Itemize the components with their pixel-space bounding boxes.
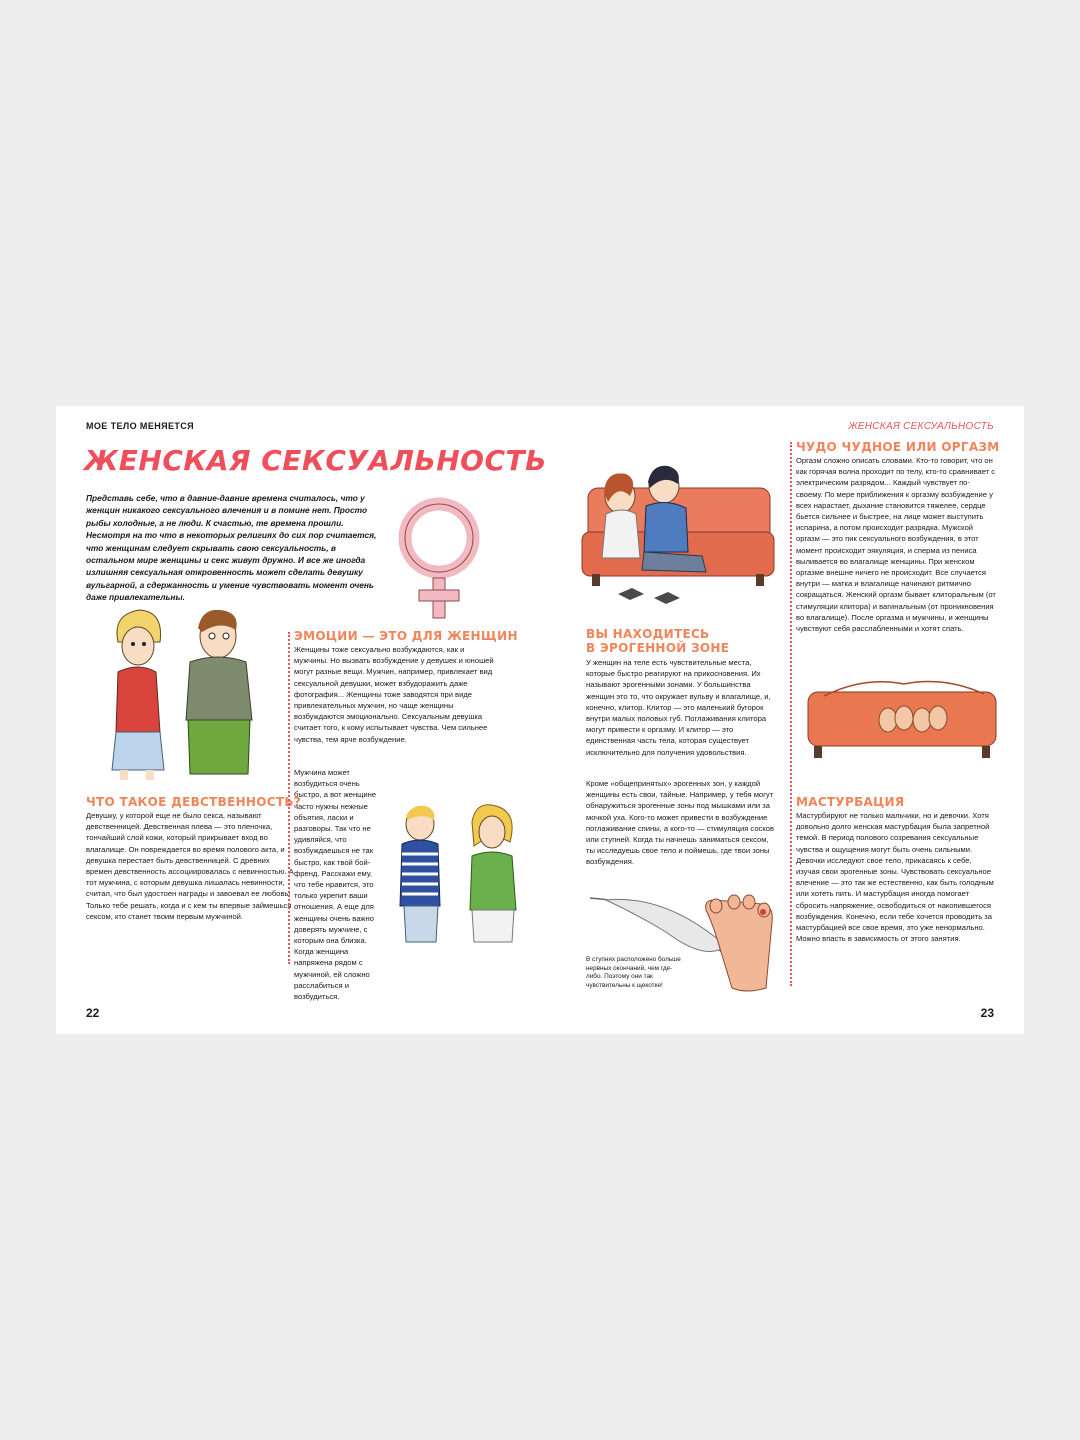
heading-erogenous-2: В ЭРОГЕННОЙ ЗОНЕ [586,641,730,655]
running-header-right: ЖЕНСКАЯ СЕКСУАЛЬНОСТЬ [848,421,994,432]
virginity-text: Девушку, у которой еще не было секса, называют девственницей. Девственная плева — это пленочка, тончайший слой кожи, который прикрывает вход во влагалище. Он повреждается во время полового акта, и девушка перестает быть девственницей. С древних времен девственность ассоциировалась с невинностью. А тот мужчина, с которым девушка лишалась невинности, считал, что был удостоен награды и завоевал ее любовь! Только тебе решать, когда и с кем ты впервые займешься сексом, кто станет твоим первым мужчиной. [86,811,294,921]
dotted-divider [288,632,290,964]
masturbation-text: Мастурбируют не только мальчики, но и девочки. Хотя довольно долго женская мастурбация была запретной темой. В период полового созревания сексуальные чувства и ощущения могут быть очень сильными. Девочки исследуют свое тело, прикасаясь к себе, изучая свои эрогенные зоны. Чувствовать сексуальное влечение — это так же естественно, как быть голодным или хотеть пить. И мастурбация иногда помогает сбросить напряжение, освободиться от накопившегося возбуждения. Конечно, если тебе хочется проводить за мастурбацией все свое время, это уже ненормально. Можно впасть в зависимость от этого занятия. [796,811,994,944]
foot-caption: В ступнях расположено больше нервных окончаний, чем где-либо. Поэтому они так чувствительны к щекотке! [586,956,681,989]
heading-virginity: ЧТО ТАКОЕ ДЕВСТВЕННОСТЬ? [86,795,302,809]
orgasm-text: Оргазм сложно описать словами. Кто-то говорит, что он как горячая волна проходит по телу, кто-то сравнивает с электрическим разрядом... Каждый чувствует по-своему. По мере приближения к оргазму возбуждение у всех нарастает, дыхание становится тяжелее, сердце бьется сильнее и быстрее, на лице может выступить испарина, а потом происходит разрядка. Мужской оргазм — это пик сексуального возбуждения, в этот момент происходит эякуляция, и сперма из пениса выливается во влагалище женщины. При женском оргазме внешне ничего не происходит. Все случается внутри — матка и влагалище начинают ритмично сокращаться. Женский оргазм бывает клиторальным (от стимуляции клитора) и вагинальным (от проникновения во влагалище). После оргазма и мужчины, и женщины чувствуют себя расслабленными и хотят спать. [796,456,996,634]
intro-paragraph: Представь себе, что в давние-давние времена считалось, что у женщин никакого сексуального влечения и в помине нет. Просто рыбы холодные, а не люди. К счастью, те времена прошли. Несмотря на то что в некоторых религиях до сих пор считается, что женщинам следует скрывать свою сексуальность, в остальном мире женщины и секс живут дружно. И все же иногда излишняя сексуальная откровенность может сделать девушку вульгарной, а сдержанность и умение чувствовать момент очень даже привлекательны. [86,493,377,603]
heading-emotions: ЭМОЦИИ — ЭТО ДЛЯ ЖЕНЩИН [294,629,518,643]
illustration-girl-and-boy [90,602,280,782]
page-number-right: 23 [980,1006,994,1020]
erogenous-text-2: Кроме «общепринятых» эрогенных зон, у каждой женщины есть свои, тайные. Например, у тебя могут обнаружиться эрогенные зоны под мышками или за мочкой уха. Кого-то может привести в возбуждение поглаживание спины, а кого-то — стимуляция сосков или ступней. Когда ты начнешь заниматься сексом, ты исследуешь свое тело и поймешь, где твои зоны возбуждения. [586,779,775,867]
female-symbol-icon [391,494,487,620]
dotted-divider-right [790,442,792,986]
page-title: ЖЕНСКАЯ СЕКСУАЛЬНОСТЬ [84,444,547,477]
emotions-text-1: Женщины тоже сексуально возбуждаются, как и мужчины. Но вызвать возбуждение у девушек и юношей могут разные вещи. Мужчин, например, привлекает вид сексуальной девушки, может взбудоражить даже фотография... Женщины тоже заводятся при виде привлекательных мужчин, но чаще женщины возбуждаются эмоционально. Сексуальным девушка считает того, к кому испытывает чувства. Чем сильнее чувства, тем ярче возбуждение. [294,645,494,744]
running-header-left: МОЕ ТЕЛО МЕНЯЕТСЯ [86,421,195,431]
heading-erogenous-1: ВЫ НАХОДИТЕСЬ [586,627,710,641]
illustration-teen-couple [392,802,532,952]
illustration-couple-on-sofa [578,462,778,612]
heading-orgasm: ЧУДО ЧУДНОЕ ИЛИ ОРГАЗМ [796,440,1000,454]
book-spread [56,406,1024,1034]
illustration-couple-in-bed [804,672,1000,762]
page-number-left: 22 [86,1006,100,1020]
erogenous-text-1: У женщин на теле есть чувствительные места, которые быстро реагируют на прикосновения. Их называют эрогенными зонами. У большинства женщин это то, что окружает вульву и влагалище, и, конечно, клитор. Клитор — это маленький бугорок внутри малых половых губ. Поглаживания клитора могут привести к оргазму. И клитор — это единственная часть тела, которая существует исключительно для получения удовольствия. [586,658,771,757]
emotions-text-2: Мужчина может возбудиться очень быстро, а вот женщине часто нужны нежные объятия, ласки и разговоры. Так что не удивляйся, что возбуждаешься не так быстро, как твой бой-френд. Расскажи ему, что тебе нравится, это только укрепит ваши отношения. А еще для женщины очень важно доверять мужчине, с которым она близка. Когда женщина напряжена рядом с мужчиной, ей сложно расслабиться и возбудиться. [294,768,377,1002]
heading-masturbation: МАСТУРБАЦИЯ [796,795,905,809]
